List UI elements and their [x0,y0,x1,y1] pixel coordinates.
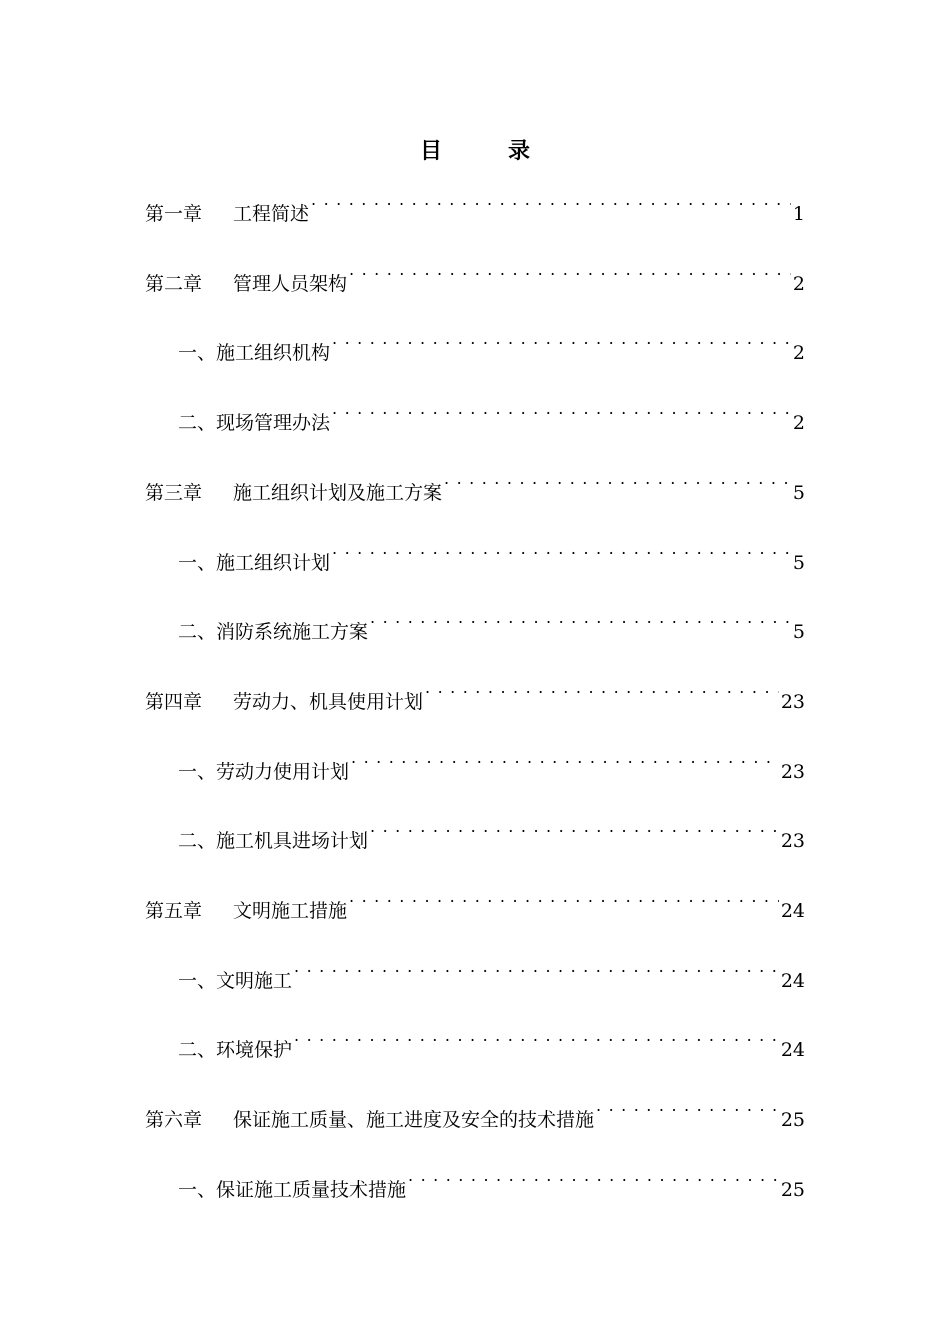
toc-section-entry[interactable] [178,1156,805,1201]
dot-leader [332,389,791,429]
toc-section-entry[interactable] [178,319,805,365]
toc-row [0,1156,950,1201]
toc-section-entry[interactable] [178,738,805,783]
toc-chapter-entry[interactable] [145,877,805,922]
toc-chapter-entry[interactable] [145,1086,805,1132]
entry-title: 施工组织计划及施工方案 [233,481,443,504]
toc-row [0,319,950,365]
page-number: 25 [780,1109,805,1132]
toc-chapter-entry[interactable] [145,459,805,504]
entry-title: 二、环境保护 [178,1039,293,1062]
toc-title: 目 录 [419,138,552,164]
toc-chapter-entry[interactable] [145,250,805,295]
toc-row [0,529,950,574]
entry-title: 劳动力、机具使用计划 [233,690,424,713]
page-number: 24 [780,1039,805,1062]
chapter-number: 第二章 [145,272,203,295]
chapter-number: 第六章 [145,1109,203,1132]
toc-row [0,947,950,992]
entry-title: 二、消防系统施工方案 [178,621,369,644]
page-number: 2 [792,272,805,295]
entry-title: 二、现场管理办法 [178,412,331,435]
page-number: 1 [792,203,805,225]
toc-section-entry[interactable] [178,807,805,853]
page-number: 5 [792,621,805,644]
dot-leader [370,598,791,638]
page-number: 23 [780,760,805,783]
dot-leader [444,459,791,499]
toc-row [0,668,950,713]
dot-leader [294,947,779,987]
chapter-number: 第一章 [145,203,203,225]
dot-leader [349,250,791,290]
entry-title: 一、文明施工 [178,969,293,992]
dot-leader [408,1156,779,1196]
toc-row [0,1016,950,1062]
toc-row [0,389,950,435]
dot-leader [425,668,779,708]
dot-leader [596,1086,779,1126]
entry-title: 管理人员架构 [233,272,348,295]
dot-leader [332,319,791,359]
entry-title: 文明施工措施 [233,900,348,922]
toc-section-entry[interactable] [178,598,805,644]
page-number: 24 [780,900,805,922]
dot-leader [332,529,791,569]
toc-row [0,807,950,853]
dot-leader [349,877,779,917]
toc-row [0,738,950,783]
dot-leader [351,738,779,778]
page-number: 23 [780,690,805,713]
dot-leader [370,807,779,847]
page-number: 2 [792,342,805,365]
toc-chapter-entry[interactable] [145,180,805,225]
page-number: 23 [780,830,805,853]
toc-chapter-entry[interactable] [145,668,805,713]
chapter-number: 第四章 [145,690,203,713]
entry-title: 一、施工组织计划 [178,551,331,574]
toc-row [0,877,950,922]
chapter-number: 第五章 [145,900,203,922]
entry-title: 一、劳动力使用计划 [178,760,350,783]
page-number: 5 [792,481,805,504]
entry-title: 一、施工组织机构 [178,342,331,365]
entry-title: 保证施工质量、施工进度及安全的技术措施 [233,1109,595,1132]
page-number: 24 [780,969,805,992]
entry-title: 二、施工机具进场计划 [178,830,369,853]
page-number: 25 [780,1178,805,1201]
toc-row [0,180,950,225]
toc-section-entry[interactable] [178,947,805,992]
toc-row [0,459,950,504]
dot-leader [294,1016,779,1056]
page-number: 5 [792,551,805,574]
entry-title: 工程简述 [233,203,310,225]
toc-row [0,250,950,295]
toc-section-entry[interactable] [178,529,805,574]
toc-row [0,1086,950,1132]
entry-title: 一、保证施工质量技术措施 [178,1178,407,1201]
page-number: 2 [792,412,805,435]
toc-row [0,598,950,644]
toc-section-entry[interactable] [178,1016,805,1062]
dot-leader [311,180,791,220]
chapter-number: 第三章 [145,481,203,504]
toc-section-entry[interactable] [178,389,805,435]
